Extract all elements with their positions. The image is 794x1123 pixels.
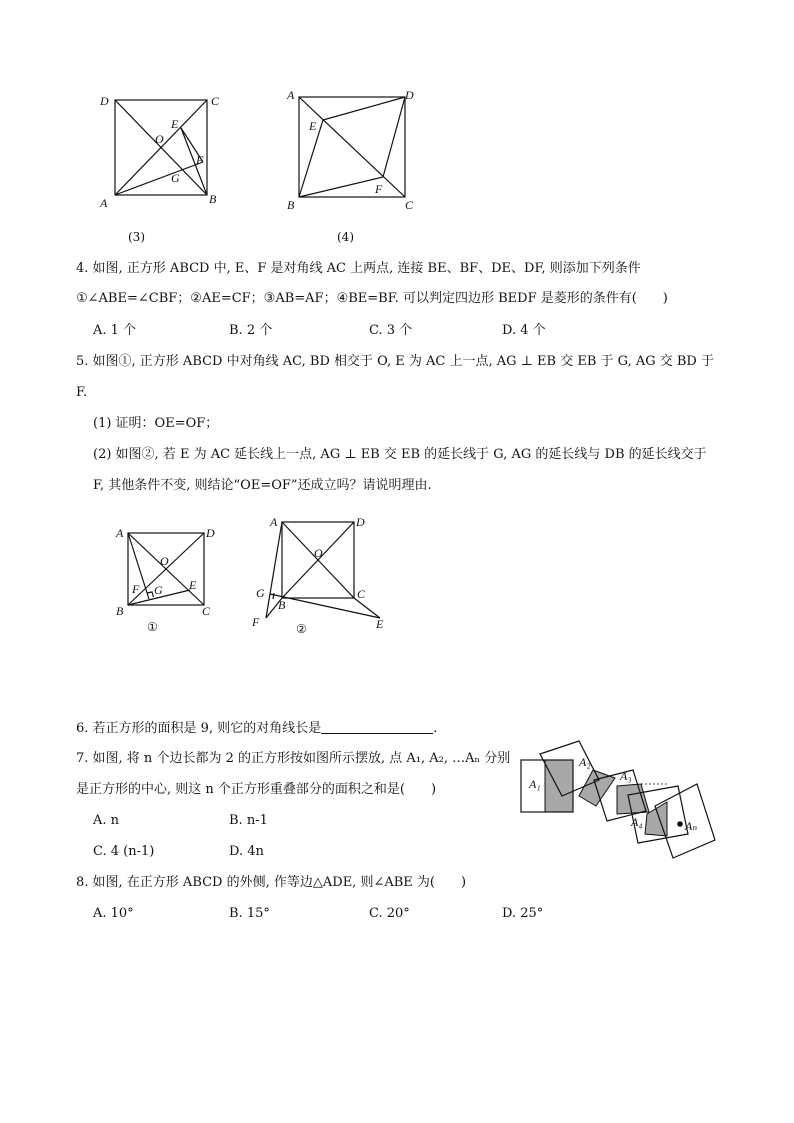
fig7-label-an: Aₙ [685, 819, 698, 833]
figure-7-squares [515, 736, 725, 864]
q5-part2-line1: (2) 如图②, 若 E 为 AC 延长线上一点, AG ⊥ EB 交 EB 的延长线于 G, AG 的延长线与 DB 的延长线交于 [93, 447, 707, 462]
fig3-label-D: D [100, 94, 109, 108]
fig52-caption: ② [296, 622, 307, 636]
q8-option-a: A. 10° [93, 906, 134, 921]
fig51-label-D: D [206, 526, 215, 540]
q7-option-c: C. 4 (n-1) [93, 844, 155, 859]
q6-period: . [433, 721, 438, 736]
fig51-label-F: F [132, 582, 140, 596]
figure-5-1 [112, 518, 222, 638]
q4-option-c: C. 3 个 [369, 323, 413, 338]
fig4-label-D: D [405, 88, 414, 102]
q5-part1: (1) 证明：OE=OF； [93, 416, 219, 431]
q7-option-b: B. n-1 [229, 813, 268, 828]
q7-option-d: D. 4n [229, 844, 264, 859]
fig3-label-C: C [211, 94, 220, 108]
q4-line1: 4. 如图, 正方形 ABCD 中, E、F 是对角线 AC 上两点, 连接 BE、BF、DE、DF, 则添加下列条件 [76, 261, 641, 276]
fig3-label-G: G [171, 171, 180, 185]
fig4-label-B: B [287, 198, 295, 212]
fig4-caption: (4) [337, 230, 354, 244]
q4-option-d: D. 4 个 [502, 323, 546, 338]
q4-option-a: A. 1 个 [93, 323, 137, 338]
fig51-label-E: E [189, 578, 197, 592]
q8-option-c: C. 20° [369, 906, 410, 921]
fig3-label-B: B [209, 192, 217, 206]
fig3-label-O: O [155, 132, 164, 146]
q7-line1: 7. 如图, 将 n 个边长都为 2 的正方形按如图所示摆放, 点 A₁, A₂, …Aₙ 分别 [76, 751, 511, 766]
fig51-label-B: B [116, 604, 124, 618]
q6-line [76, 719, 437, 738]
figure-3 [95, 90, 225, 215]
figure-5-2 [246, 512, 396, 632]
fig51-label-O: O [160, 554, 169, 568]
fig52-label-E: E [376, 617, 384, 631]
fig52-label-F: F [252, 615, 260, 629]
q4-option-b: B. 2 个 [229, 323, 273, 338]
fig3-label-F: F [196, 153, 204, 167]
fig3-label-E: E [171, 117, 179, 131]
fig52-label-C: C [357, 587, 366, 601]
q8-option-d: D. 25° [502, 906, 544, 921]
q5-line1: 5. 如图①, 正方形 ABCD 中对角线 AC, BD 相交于 O, E 为 AC 上一点, AG ⊥ EB 交 EB 于 G, AG 交 BD 于 [76, 354, 714, 369]
q6-text: 6. 若正方形的面积是 9, 则它的对角线长是 [76, 721, 322, 736]
fig3-label-A: A [100, 196, 108, 210]
fig52-label-G: G [256, 586, 265, 600]
q7-line2: 是正方形的中心, 则这 n 个正方形重叠部分的面积之和是( ) [76, 782, 437, 797]
fig7-label-a4: A₄ [631, 815, 643, 829]
q8-option-b: B. 15° [229, 906, 270, 921]
fig51-label-A: A [116, 526, 124, 540]
q5-line2: F. [76, 385, 88, 400]
fig7-label-a2: A₂ [579, 755, 591, 769]
fig7-label-a1: A₁ [529, 777, 541, 791]
fig51-label-G: G [154, 583, 163, 597]
fig4-label-A: A [287, 88, 295, 102]
fig4-label-C: C [405, 198, 414, 212]
q7-option-a: A. n [93, 813, 120, 828]
fig7-label-a3: A₃ [620, 769, 632, 783]
fig52-label-O: O [314, 546, 323, 560]
q6-answer-blank[interactable] [321, 719, 433, 734]
fig4-label-F: F [375, 182, 383, 196]
fig3-caption: (3) [128, 230, 145, 244]
fig52-label-B: B [278, 598, 286, 612]
q8-line1: 8. 如图, 在正方形 ABCD 的外侧, 作等边△ADE, 则∠ABE 为( ) [76, 875, 467, 890]
fig52-label-A: A [270, 515, 278, 529]
figure-4 [283, 85, 423, 215]
q4-line2: ①∠ABE=∠CBF；②AE=CF；③AB=AF；④BE=BF. 可以判定四边形 BEDF 是菱形的条件有( ) [76, 291, 668, 306]
fig52-label-D: D [356, 515, 365, 529]
fig51-label-C: C [202, 604, 211, 618]
fig4-label-E: E [309, 119, 317, 133]
q5-part2-line2: F, 其他条件不变, 则结论“OE=OF”还成立吗？请说明理由. [93, 478, 432, 493]
fig51-caption: ① [147, 620, 158, 634]
